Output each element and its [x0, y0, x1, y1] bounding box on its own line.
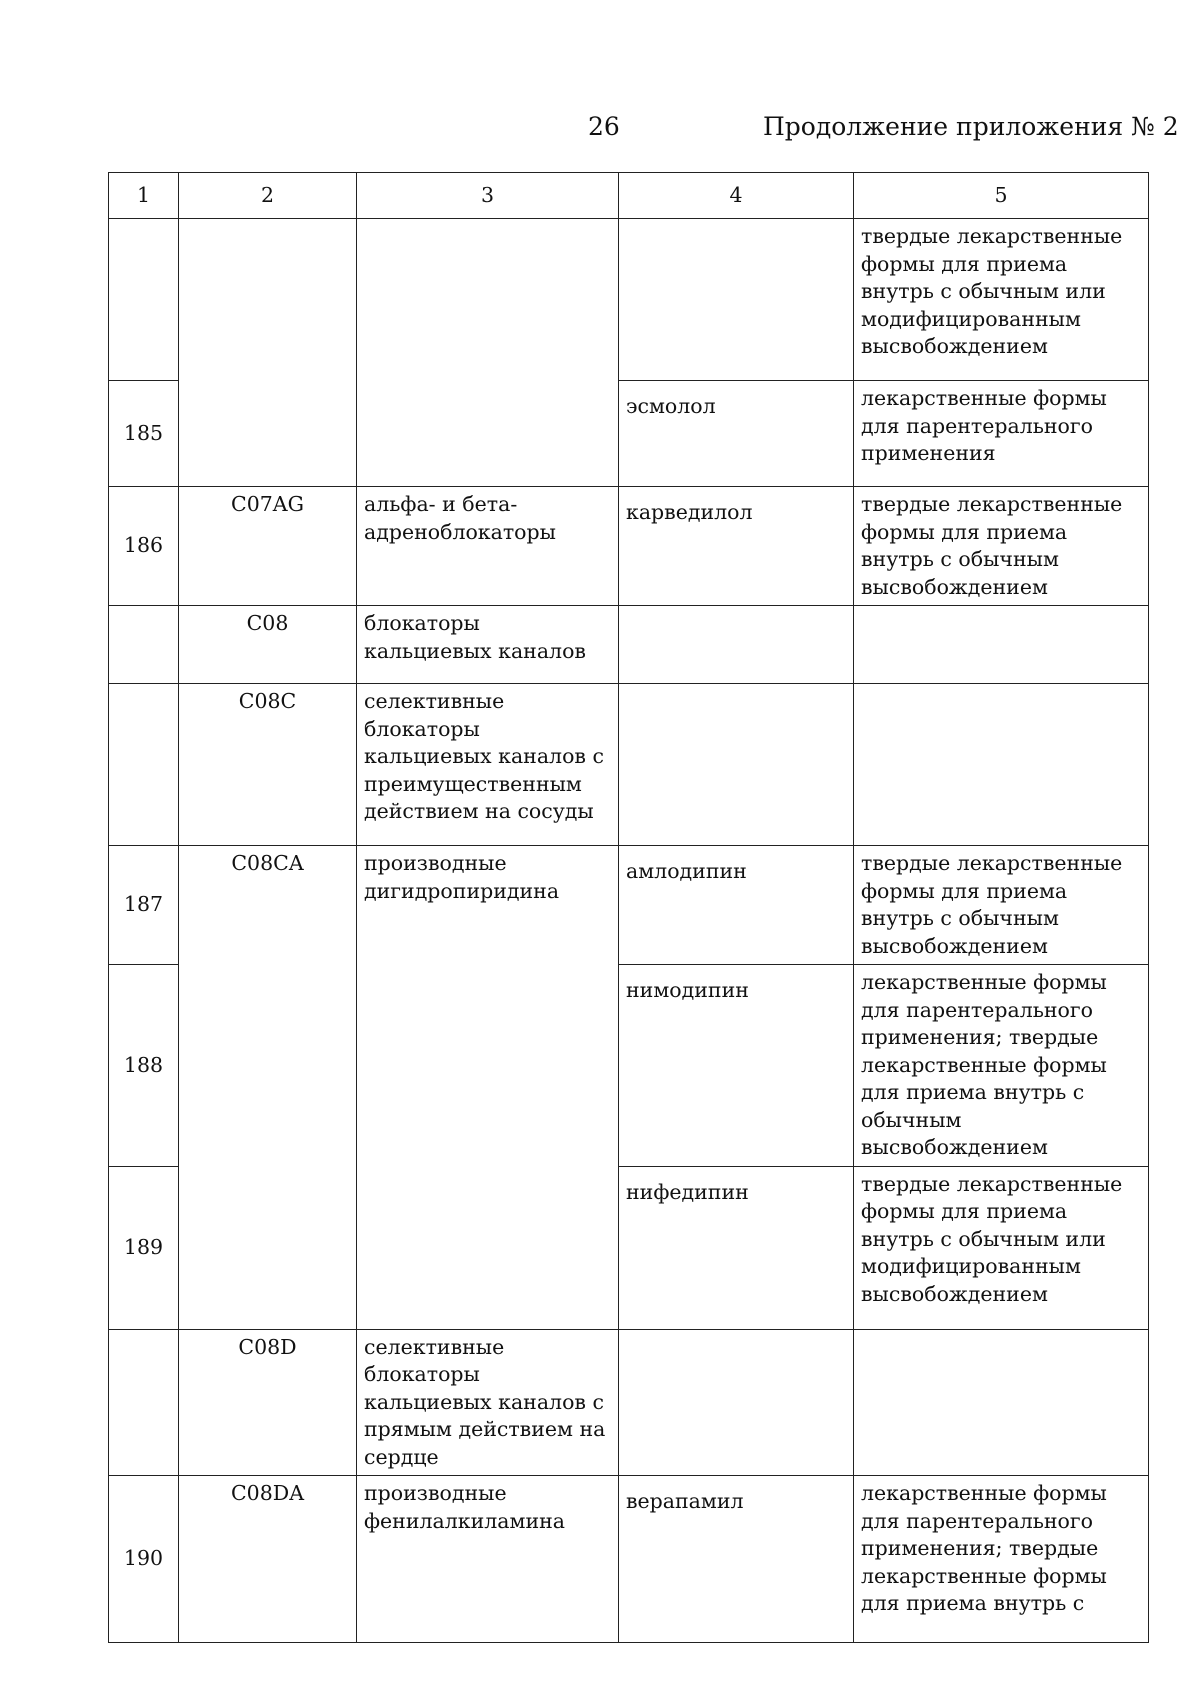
drug-cell [619, 1329, 854, 1476]
drug-cell [619, 219, 854, 381]
row-number-cell: 187 [109, 846, 179, 965]
table-row [109, 846, 1149, 965]
drug-cell [619, 684, 854, 846]
drug-cell: эсмолол [619, 381, 854, 487]
appendix-title: Продолжение приложения № 2 [763, 112, 1179, 141]
drug-table [108, 172, 1149, 1643]
drug-cell: карведилол [619, 487, 854, 606]
atc-code-cell: C08D [179, 1329, 357, 1476]
column-header: 2 [179, 173, 357, 219]
row-number-cell [109, 219, 179, 381]
atc-code-cell: C07AG [179, 487, 357, 606]
drug-cell: верапамил [619, 1476, 854, 1643]
atc-code-cell: C08 [179, 606, 357, 684]
table-row [109, 487, 1149, 606]
form-cell: твердые лекарственные формы для приема внутрь с обычным или модифицированным высвобождением [854, 1166, 1149, 1329]
form-cell: твердые лекарственные формы для приема внутрь с обычным высвобождением [854, 846, 1149, 965]
drug-cell: нимодипин [619, 965, 854, 1167]
table-row [109, 1476, 1149, 1643]
atc-code-cell: C08DA [179, 1476, 357, 1643]
form-cell [854, 1329, 1149, 1476]
form-cell: твердые лекарственные формы для приема внутрь с обычным высвобождением [854, 487, 1149, 606]
table-row [109, 219, 1149, 381]
group-cell [357, 219, 619, 487]
drug-cell: амлодипин [619, 846, 854, 965]
row-number-cell: 186 [109, 487, 179, 606]
atc-code-cell [179, 219, 357, 487]
row-number-cell: 190 [109, 1476, 179, 1643]
row-number-cell: 188 [109, 965, 179, 1167]
form-cell: лекарственные формы для парентерального применения; твердые лекарственные формы для приема внутрь с [854, 1476, 1149, 1643]
form-cell: лекарственные формы для парентерального применения [854, 381, 1149, 487]
group-cell: альфа- и бета-адреноблокаторы [357, 487, 619, 606]
column-header: 4 [619, 173, 854, 219]
drug-cell [619, 606, 854, 684]
form-cell: твердые лекарственные формы для приема внутрь с обычным или модифицированным высвобождением [854, 219, 1149, 381]
drug-cell: нифедипин [619, 1166, 854, 1329]
row-number-cell [109, 684, 179, 846]
column-header: 1 [109, 173, 179, 219]
column-header: 5 [854, 173, 1149, 219]
group-cell: селективные блокаторы кальциевых каналов с преимущественным действием на сосуды [357, 684, 619, 846]
group-cell: селективные блокаторы кальциевых каналов с прямым действием на сердце [357, 1329, 619, 1476]
form-cell [854, 684, 1149, 846]
row-number-cell: 189 [109, 1166, 179, 1329]
column-header: 3 [357, 173, 619, 219]
group-cell: блокаторы кальциевых каналов [357, 606, 619, 684]
group-cell: производные дигидропиридина [357, 846, 619, 1330]
table-row [109, 684, 1149, 846]
form-cell [854, 606, 1149, 684]
row-number-cell [109, 606, 179, 684]
atc-code-cell: C08C [179, 684, 357, 846]
page-number: 26 [588, 112, 620, 141]
group-cell: производные фенилалкиламина [357, 1476, 619, 1643]
form-cell: лекарственные формы для парентерального применения; твердые лекарственные формы для приема внутрь с обычным высвобождением [854, 965, 1149, 1167]
table-row [109, 1329, 1149, 1476]
table-header-row [109, 173, 1149, 219]
atc-code-cell: C08CA [179, 846, 357, 1330]
row-number-cell [109, 1329, 179, 1476]
table-row [109, 606, 1149, 684]
row-number-cell: 185 [109, 381, 179, 487]
